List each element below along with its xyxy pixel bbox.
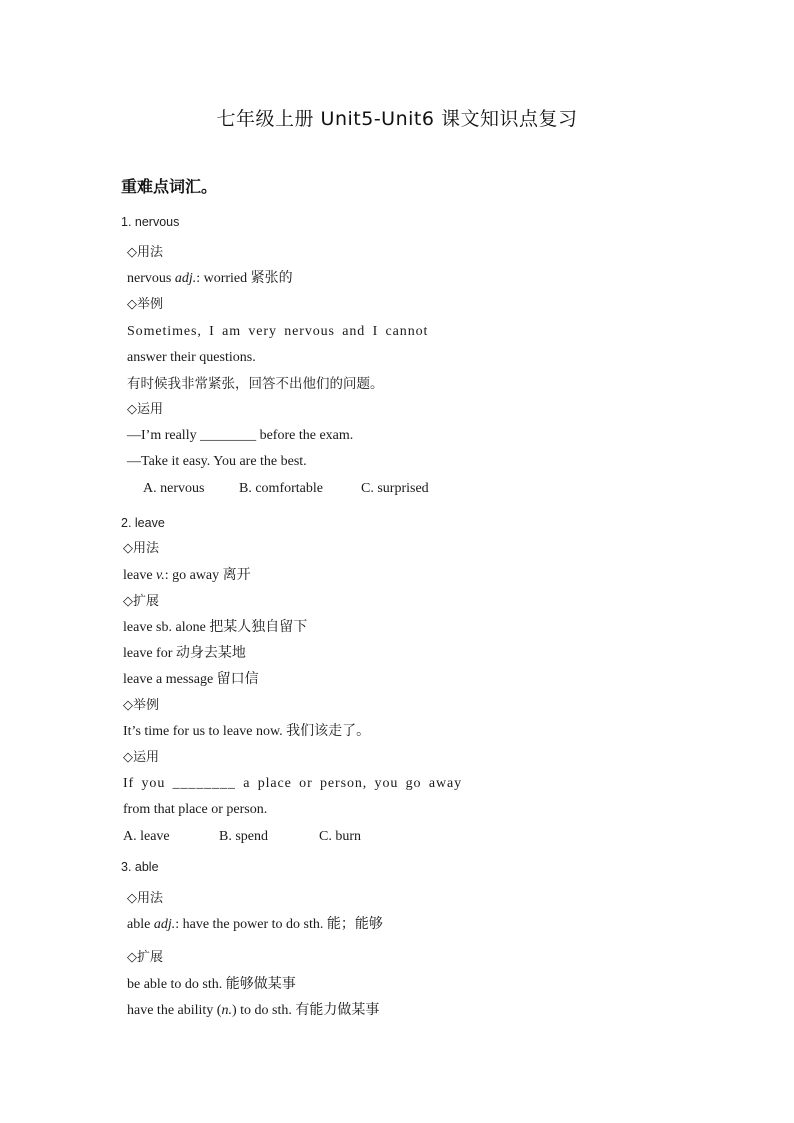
usage-label: ◇用法 xyxy=(127,245,163,260)
example-label: ◇举例 xyxy=(127,297,163,312)
page-title: 七年级上册 Unit5-Unit6 课文知识点复习 xyxy=(216,108,578,130)
example-label: ◇举例 xyxy=(123,698,159,713)
option-a: A. leave xyxy=(123,829,170,844)
entry-heading: 1. nervous xyxy=(121,215,180,229)
expand-item: leave sb. alone 把某人独自留下 xyxy=(123,620,308,635)
usage-text xyxy=(127,270,293,288)
usage-label: ◇用法 xyxy=(123,541,159,556)
part-of-speech: n. xyxy=(221,1003,232,1018)
expand-item xyxy=(127,1002,379,1020)
part-of-speech: adj. xyxy=(153,917,176,932)
exercise-line: —I’m really ________ before the exam. xyxy=(127,428,354,443)
usage-text xyxy=(127,916,383,934)
exercise-line: from that place or person. xyxy=(123,802,268,817)
usage-word: leave xyxy=(123,568,157,583)
expand-label: ◇扩展 xyxy=(123,594,159,609)
expand-item: be able to do sth. 能够做某事 xyxy=(127,977,296,992)
example-translation: 有时候我非常紧张，回答不出他们的问题。 xyxy=(127,376,384,392)
expand-item-suffix: ) to do sth. 有能力做某事 xyxy=(231,1003,380,1018)
example-sentence: It’s time for us to leave now. 我们该走了。 xyxy=(123,724,371,739)
usage-text xyxy=(123,567,251,585)
usage-definition: : have the power to do sth. 能；能够 xyxy=(175,917,383,932)
option-c: C. burn xyxy=(319,829,361,844)
usage-word: nervous xyxy=(127,271,175,286)
apply-label: ◇运用 xyxy=(127,402,163,417)
example-sentence: answer their questions. xyxy=(127,350,256,365)
option-b: B. comfortable xyxy=(239,481,323,496)
apply-label: ◇运用 xyxy=(123,750,159,765)
part-of-speech: v. xyxy=(156,568,165,583)
expand-item-prefix: have the ability ( xyxy=(127,1003,222,1018)
entry-heading: 3. able xyxy=(121,860,159,874)
usage-label: ◇用法 xyxy=(127,891,163,906)
entry-heading: 2. leave xyxy=(121,516,165,530)
option-c: C. surprised xyxy=(361,481,429,496)
expand-label: ◇扩展 xyxy=(127,950,163,965)
exercise-line: If you ________ a place or person, you go away xyxy=(123,776,462,791)
option-b: B. spend xyxy=(219,829,268,844)
section-heading: 重难点词汇。 xyxy=(121,177,218,196)
usage-word: able xyxy=(127,917,154,932)
example-sentence: Sometimes, I am very nervous and I cannot xyxy=(127,324,429,339)
part-of-speech: adj. xyxy=(174,271,197,286)
option-a: A. nervous xyxy=(143,481,205,496)
expand-item: leave for 动身去某地 xyxy=(123,646,246,661)
expand-item: leave a message 留口信 xyxy=(123,672,259,687)
usage-definition: : go away 离开 xyxy=(164,568,251,583)
exercise-line: —Take it easy. You are the best. xyxy=(127,454,307,469)
usage-definition: : worried 紧张的 xyxy=(196,271,293,286)
